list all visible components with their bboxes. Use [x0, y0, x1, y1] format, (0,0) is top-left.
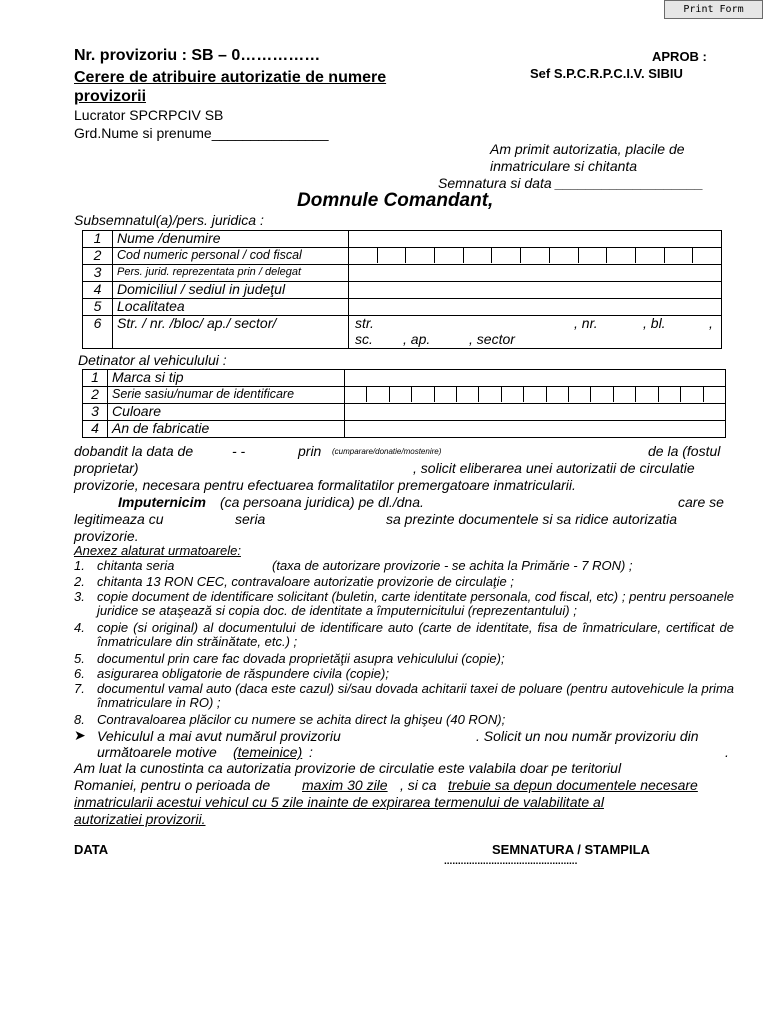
- print-form-button[interactable]: Print Form: [664, 0, 763, 19]
- imputernicim-label: Imputernicim: [118, 494, 206, 510]
- closing-line2c: , si ca: [400, 777, 437, 793]
- nr-provizoriu: Nr. provizoriu : SB – 0……………: [74, 47, 321, 64]
- row-number: 2: [83, 248, 113, 265]
- list-item: [74, 559, 734, 573]
- row-label: Serie sasiu/numar de identificare: [108, 387, 345, 404]
- anexez-heading: Anexez alaturat urmatoarele:: [74, 543, 241, 558]
- grd-nume-field[interactable]: Grd.Nume si prenume_______________: [74, 125, 329, 141]
- closing-line2d: trebuie sa depun documentele necesare: [448, 777, 698, 793]
- closing-line2a: Romaniei, pentru o perioada de: [74, 777, 271, 793]
- vehicle-table: [82, 369, 726, 438]
- item-text: (taxa de autorizare provizorie - se achita la Primărie - 7 RON) ;: [272, 558, 633, 573]
- proprietar-text: proprietar): [74, 460, 139, 476]
- item-number: 3.: [74, 589, 85, 604]
- signature-line[interactable]: ................................................: [444, 856, 578, 867]
- row-label: Str. / nr. /bloc/ ap./ sector/: [113, 316, 349, 349]
- item-text: asigurarea obligatorie de răspundere civila (copie);: [97, 666, 389, 681]
- row-label: Culoare: [108, 404, 345, 421]
- list-item: [74, 652, 734, 666]
- applicant-label: Subsemnatul(a)/pers. juridica :: [74, 212, 264, 228]
- table-row: [83, 299, 722, 316]
- form-title-line2: provizorii: [74, 88, 147, 105]
- nume-denumire-input[interactable]: [349, 231, 722, 248]
- row-number: 1: [83, 370, 108, 387]
- address-str-label: str.: [355, 315, 374, 331]
- row-label: Nume /denumire: [113, 231, 349, 248]
- imputernicim-text: (ca persoana juridica) pe dl./dna.: [220, 494, 424, 510]
- date-dashes: - -: [232, 443, 246, 459]
- table-row: [83, 421, 726, 438]
- row-number: 2: [83, 387, 108, 404]
- row-number: 4: [83, 282, 113, 299]
- semnatura-data-field[interactable]: Semnatura si data ___________________: [438, 175, 704, 191]
- row-label: Cod numeric personal / cod fiscal: [113, 248, 349, 265]
- list-item: [74, 575, 734, 589]
- item-number: 4.: [74, 620, 85, 635]
- serie-sasiu-input[interactable]: [345, 387, 726, 404]
- item-text: documentul prin care fac dovada proprietăţii asupra vehiculului (copie);: [97, 651, 505, 666]
- am-primit-line2: inmatriculare si chitanta: [490, 158, 638, 174]
- item-number: 6.: [74, 666, 85, 681]
- row-number: 5: [83, 299, 113, 316]
- row-number: 1: [83, 231, 113, 248]
- item-number: 2.: [74, 574, 85, 589]
- closing-line1: Am luat la cunostinta ca autorizatia provizorie de circulatie este valabila doar pe teritoriul: [74, 760, 622, 776]
- closing-maxim-30-zile: maxim 30 zile: [302, 777, 388, 793]
- delegat-input[interactable]: [349, 265, 722, 282]
- arrow-text-f: .: [725, 744, 729, 760]
- row-label: Localitatea: [113, 299, 349, 316]
- item-number: 1.: [74, 558, 85, 573]
- cnp-input[interactable]: [349, 248, 722, 265]
- marca-tip-input[interactable]: [345, 370, 726, 387]
- table-row: [83, 265, 722, 282]
- row-number: 3: [83, 265, 113, 282]
- table-row: [83, 248, 722, 265]
- closing-line4: autorizatiei provizorii.: [74, 811, 206, 827]
- address-nr-label: , nr.: [574, 315, 598, 331]
- greeting: Domnule Comandant,: [297, 190, 494, 211]
- provizorie2-text: provizorie.: [74, 528, 139, 544]
- care-se-text: care se: [678, 494, 724, 510]
- form-title-line1: Cerere de atribuire autorizatie de numere: [74, 69, 387, 86]
- item-text: copie document de identificare solicitant (buletin, carte identitate personala, cod fiscal, etc) ; pentru persoanele juridice se ataşează si copia doc. de identitate a împuternicitului (reprezentantului) ;: [97, 589, 734, 618]
- table-row: [83, 404, 726, 421]
- address-comma: ,: [709, 315, 713, 331]
- item-text: Contravaloarea plăcilor cu numere se achita direct la ghişeu (40 RON);: [97, 712, 506, 727]
- arrow-text-d: (temeinice): [233, 744, 303, 760]
- address-sc-label: sc.: [355, 331, 373, 347]
- table-row: [83, 282, 722, 299]
- aprob-label: APROB :: [652, 49, 707, 64]
- solicit-text: , solicit eliberarea unei autorizatii de circulatie: [413, 460, 695, 476]
- dela-text: de la (fostul: [648, 443, 721, 459]
- list-item: [74, 713, 734, 727]
- row-label: An de fabricatie: [108, 421, 345, 438]
- arrow-text-e: :: [309, 744, 313, 760]
- culoare-input[interactable]: [345, 404, 726, 421]
- arrow-text-c: următoarele motive: [97, 744, 217, 760]
- address-sector-label: , sector: [469, 331, 515, 347]
- item-number: 5.: [74, 651, 85, 666]
- sa-prezinte-text: sa prezinte documentele si sa ridice autorizatia: [386, 511, 678, 527]
- semnatura-stampila-label: SEMNATURA / STAMPILA: [492, 842, 650, 857]
- table-row: [83, 231, 722, 248]
- vehicle-label: Detinator al vehiculului :: [78, 352, 227, 368]
- legitimeaza-text: legitimeaza cu: [74, 511, 164, 527]
- row-label: Marca si tip: [108, 370, 345, 387]
- item-text: chitanta seria: [97, 558, 175, 573]
- item-number: 8.: [74, 712, 85, 727]
- row-number: 6: [83, 316, 113, 349]
- dobandit-text: dobandit la data de: [74, 443, 194, 459]
- provizorie-text: provizorie, necesara pentru efectuarea formalitatilor premergatoare inmatricularii.: [74, 477, 576, 493]
- list-item: [74, 682, 734, 712]
- arrow-text-b: . Solicit un nou număr provizoriu din: [476, 728, 699, 744]
- lucrator-label: Lucrator SPCRPCIV SB: [74, 107, 224, 123]
- localitate-input[interactable]: [349, 299, 722, 316]
- closing-line3: inmatricularii acestui vehicul cu 5 zile inainte de expirarea termenului de valabilitate al: [74, 794, 604, 810]
- list-item: [74, 667, 734, 681]
- address-input[interactable]: [349, 316, 722, 349]
- row-number: 3: [83, 404, 108, 421]
- item-text: chitanta 13 RON CEC, contravaloare autorizatie provizorie de circulaţie ;: [97, 574, 514, 589]
- row-label: Domiciliul / sediul in judeţul: [113, 282, 349, 299]
- an-fabricatie-input[interactable]: [345, 421, 726, 438]
- prin-hint: (cumparare/donatie/mostenire): [332, 447, 442, 456]
- table-row: [83, 370, 726, 387]
- item-text: documentul vamal auto (daca este cazul) si/sau dovada achitarii taxei de poluare (pentru autovehicule la prima înmatriculare in RO) ;: [97, 681, 734, 710]
- applicant-table: [82, 230, 722, 349]
- list-item: [74, 590, 734, 620]
- table-row: [83, 387, 726, 404]
- arrow-bullet-icon: ➤: [74, 727, 86, 743]
- list-item: [74, 621, 734, 651]
- item-text: copie (si original) al documentului de identificare auto (carte de identitate, fisa de înmatriculare, certificat de înmatriculare din străinătate, etc.) ;: [97, 620, 734, 649]
- row-number: 4: [83, 421, 108, 438]
- data-label: DATA: [74, 842, 109, 857]
- row-label: Pers. jurid. reprezentata prin / delegat: [113, 265, 349, 282]
- table-row: [83, 316, 722, 349]
- sef-label: Sef S.P.C.R.P.C.I.V. SIBIU: [530, 66, 683, 81]
- address-bl-label: , bl.: [643, 315, 666, 331]
- address-ap-label: , ap.: [403, 331, 431, 347]
- prin-text: prin: [298, 443, 322, 459]
- arrow-text-a: Vehiculul a mai avut numărul provizoriu: [97, 728, 341, 744]
- item-number: 7.: [74, 681, 85, 696]
- am-primit-line1: Am primit autorizatia, placile de: [490, 141, 685, 157]
- seria-text: seria: [235, 511, 266, 527]
- judet-input[interactable]: [349, 282, 722, 299]
